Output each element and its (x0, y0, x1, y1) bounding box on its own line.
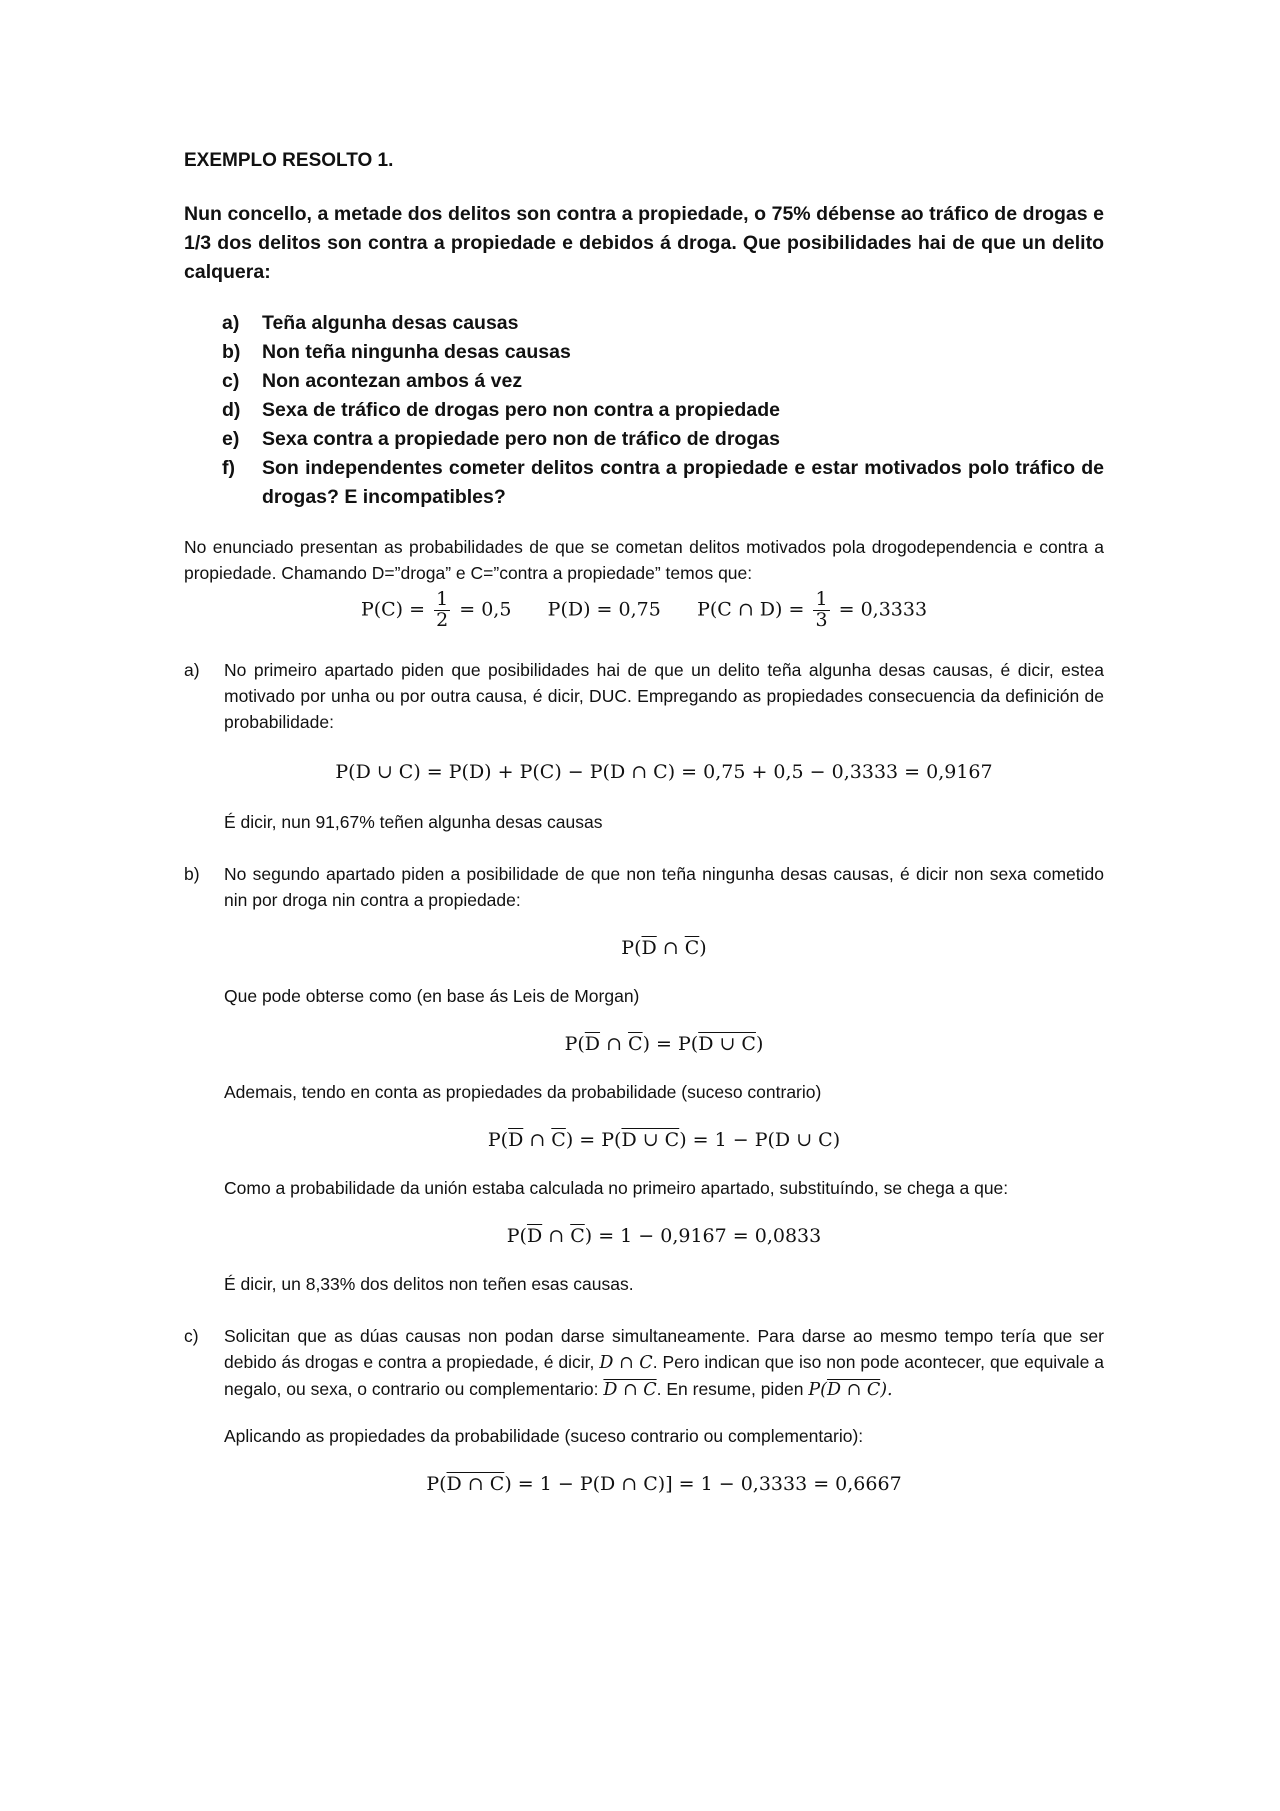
section-c-text-part3: . En resume, piden (656, 1378, 804, 1399)
list-item (222, 425, 1104, 454)
fraction-numerator: 1 (815, 588, 828, 610)
problem-statement: Nun concello, a metade dos delitos son contra a propiedade, o 75% débense ao tráfico de drogas e 1/3 dos delitos son contra a propiedade e debidos á droga. Que posibilidades hai de que un delito calquera: (184, 203, 1104, 283)
section-a-conclusion: É dicir, nun 91,67% teñen algunha desas causas (224, 811, 603, 832)
formula-c-rhs: = 1 − P(D ∩ C)] = 1 − 0,3333 = 0,6667 (517, 1472, 902, 1495)
formula-pc-rhs: = 0,5 (459, 598, 512, 621)
fraction-one-half (434, 590, 450, 631)
section-a (184, 657, 1104, 835)
list-item (222, 396, 1104, 425)
formula-result-b: $P(\overline{D}$ ∩ $\overline{C}) = 1 - 0,9167 = 0,0833$ (506, 1224, 822, 1247)
formula-complement-intersection: $P(\overline{D}$ ∩ $\overline{C}$) (621, 936, 707, 959)
formula-pcd-lhs: P(C ∩ D) = (697, 598, 805, 621)
section-b-text: No segundo apartado piden a posibilidade de que non teña ningunha desas causas, é dicir non sexa cometido nin por droga nin contra a propiedade: (224, 863, 1104, 910)
question-text: Son independentes cometer delitos contra a propiedade e estar motivados polo tráfico de drogas? E incompatibles? (262, 457, 1104, 508)
given-probabilities (184, 590, 1104, 631)
formula-b-rhs: = 1 − 0,9167 = 0,0833 (598, 1224, 822, 1247)
question-label: a) (222, 312, 240, 334)
section-b-text2: Que pode obterse como (en base ás Leis de Morgan) (224, 985, 640, 1006)
section-label: c) (184, 1325, 199, 1346)
section-b (184, 861, 1104, 1297)
formula-pcd-rhs: = 0,3333 (838, 598, 928, 621)
section-c-text: Solicitan que as dúas causas non podan darse simultaneamente. Para darse ao mesmo tempo tería que ser debido ás drogas e contra a propiedade, é dicir, D ∩ C. Pero indican que iso non pode acontecer, que equivale a negalo, ou sexa, o contrario ou complementario: D ∩ C. En resume, piden P(D ∩ C). (224, 1325, 1104, 1400)
section-b-text3: Ademais, tendo en conta as propiedades da probabilidade (suceso contrario) (224, 1081, 822, 1102)
section-label: b) (184, 863, 200, 884)
formula-pd: P(D) = 0,75 (547, 598, 661, 621)
question-label: c) (222, 370, 240, 392)
formula-result-c: P(D ∩ C) = 1 − P(D ∩ C)] = 1 − 0,3333 = 0,6667 (426, 1472, 902, 1495)
question-text: Non acontezan ambos á vez (262, 370, 523, 392)
intro-paragraph: No enunciado presentan as probabilidades de que se cometan delitos motivados pola drogodependencia e contra a propiedade. Chamando D=”droga” e C=”contra a propiedade” temos que: (184, 537, 1104, 583)
list-item (222, 338, 1104, 367)
list-item (222, 309, 1104, 338)
section-b-conclusion: É dicir, un 8,33% dos delitos non teñen esas causas. (224, 1273, 634, 1294)
question-text: Non teña ningunha desas causas (262, 341, 571, 363)
formula-union: P(D ∪ C) = P(D) + P(C) − P(D ∩ C) = 0,75 + 0,5 − 0,3333 = 0,9167 (335, 760, 993, 783)
formula-complement-rule: $P(\overline{D}$ ∩ $\overline{C}) = P(D$ ∪ C) = 1 − P(D ∪ C) (487, 1128, 841, 1151)
formula-pc-lhs: P(C) = (360, 598, 426, 621)
section-c-text-part2: . Pero indican que iso non pode acontecer, que equivale a negalo, ou sexa, o contrario ou complementario: (224, 1351, 1104, 1399)
fraction-one-third (813, 590, 829, 631)
section-c-text2: Aplicando as propiedades da probabilidade (suceso contrario ou complementario): (224, 1425, 864, 1446)
question-label: e) (222, 428, 240, 450)
page-title: EXEMPLO RESOLTO 1. (184, 150, 394, 171)
section-label: a) (184, 659, 200, 680)
section-b-text4: Como a probabilidade da unión estaba calculada no primeiro apartado, substituíndo, se chega a que: (224, 1177, 1009, 1198)
fraction-denominator: 3 (815, 608, 828, 631)
question-label: b) (222, 341, 241, 363)
fraction-numerator: 1 (436, 588, 449, 610)
fraction-denominator: 2 (436, 608, 449, 631)
section-a-text: No primeiro apartado piden que posibilidades hai de que un delito teña algunha desas causas, é dicir, estea motivado por unha ou por outra causa, é dicir, DUC. Empregando as propiedades consecuencia da definición de probabilidade: (224, 659, 1104, 732)
question-label: d) (222, 399, 241, 421)
question-text: Teña algunha desas causas (262, 312, 519, 334)
section-c-text-part1: Solicitan que as dúas causas non podan darse simultaneamente. Para darse ao mesmo tempo tería que ser debido ás drogas e contra a propiedade, é dicir, (224, 1325, 1104, 1372)
question-label: f) (222, 457, 235, 479)
list-item (222, 454, 1104, 512)
section-c (184, 1323, 1104, 1519)
question-text: Sexa de tráfico de drogas pero non contra a propiedade (262, 399, 780, 421)
question-list (184, 309, 1104, 512)
document-page (184, 150, 1104, 1519)
formula-de-morgan: $P(\overline{D}$ ∩ $\overline{C}) = P(D$ ∪ C) (564, 1032, 764, 1055)
question-text: Sexa contra a propiedade pero non de tráfico de drogas (262, 428, 780, 450)
list-item (222, 367, 1104, 396)
